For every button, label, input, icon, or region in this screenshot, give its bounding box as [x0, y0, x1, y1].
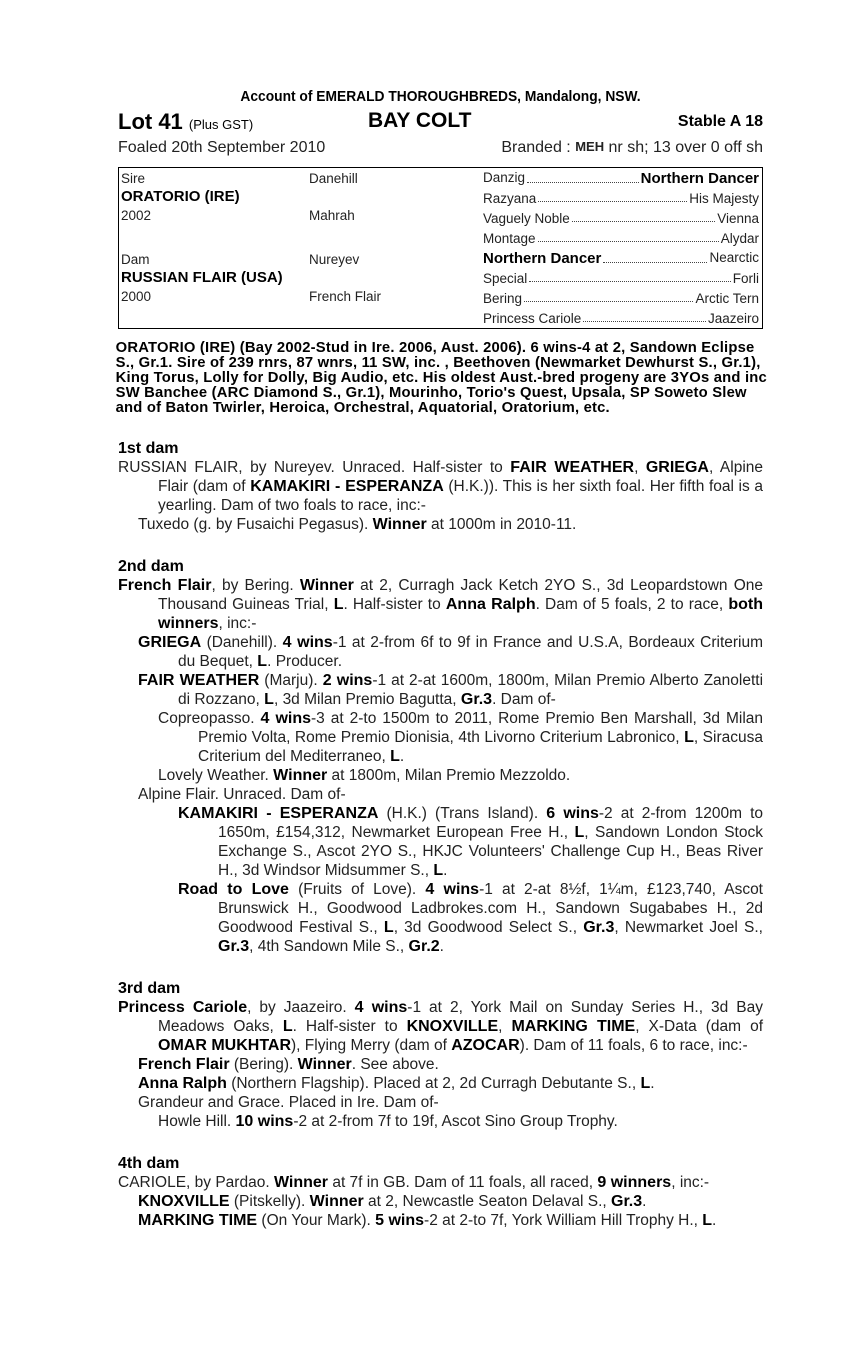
sire-dam: Mahrah — [309, 208, 355, 223]
colour-sex: BAY COLT — [368, 109, 472, 132]
progeny-entry: Alpine Flair. Unraced. Dam of- — [138, 786, 346, 803]
foaled-date: Foaled 20th September 2010 — [118, 139, 326, 156]
stable: Stable A 18 — [677, 113, 763, 130]
plus-gst: (Plus GST) — [188, 117, 254, 132]
dam4-heading: 4th dam — [118, 1155, 180, 1172]
foaled-line — [118, 137, 763, 163]
dam-sire: Nureyev — [309, 252, 360, 267]
grandparent-row: Princess Cariole Jaazeiro — [483, 311, 759, 326]
catalogue-page — [115, 88, 767, 1230]
dam1-heading: 1st dam — [118, 440, 179, 457]
progeny-entry: Copreopasso. 4 wins-3 at 2-to 1500m to 2011, Rome Premio Ben Marshall, 3d Milan Premio Volta, Rome Premio Dionisia, 4th Livorno Criterium Labronico, L, Siracusa Criterium del Mediterraneo, L. — [158, 710, 764, 765]
dam4-paragraph: CARIOLE, by Pardao. Winner at 7f in GB. Dam of 11 foals, all raced, 9 winners, inc:- — [118, 1174, 710, 1191]
progeny-entry: Road to Love (Fruits of Love). 4 wins-1 at 2-at 8½f, 1¼m, £123,740, Ascot Brunswick H., Goodwood Ladbrokes.com H., Sandown Sugababes H., 2d Goodwood Festival S., L, 3d Goodwood Select S., Gr.3, Newmarket Joel S., Gr.3, 4th Sandown Mile S., Gr.2. — [178, 881, 763, 955]
progeny-entry: Howle Hill. 10 wins-2 at 2-from 7f to 19f, Ascot Sino Group Trophy. — [158, 1113, 618, 1130]
brand-mark-icon: MEH — [575, 139, 605, 154]
dam1-progeny: Tuxedo (g. by Fusaichi Pegasus). Winner at 1000m in 2010-11. — [138, 516, 577, 533]
progeny-entry: KAMAKIRI - ESPERANZA (H.K.) (Trans Island). 6 wins-2 at 2-from 1200m to 1650m, £154,312, Newmarket European Free H., L, Sandown London Stock Exchange S., Ascot 2YO S., HKJC Volunteers' Challenge Cup H., Beas River H., 3d Windsor Midsummer S., L. — [178, 805, 763, 879]
sire-summary: ORATORIO (IRE) (Bay 2002-Stud in Ire. 2006, Aust. 2006). 6 wins-4 at 2, Sandown Eclipse S., Gr.1. Sire of 239 rnrs, 87 wnrs, 11 SW, inc. , Beethoven (Newmarket Dewhurst S., Gr.1), King Torus, Lolly for Dolly, Big Audio, etc. His oldest Aust.-bred progeny are 3YOs and inc SW Banchee (ARC Diamond S., Gr.1), Mourinho, Torio's Quest, Upsala, SP Soweto Slew and of Baton Twirler, Heroica, Orchestral, Aquatorial, Oratorium, etc. — [115, 340, 767, 416]
grandparent-row: Bering Arctic Tern — [483, 291, 759, 306]
grandparent-row: Razyana His Majesty — [483, 191, 759, 206]
progeny-entry: GRIEGA (Danehill). 4 wins-1 at 2-from 6f to 9f in France and U.S.A, Bordeaux Criterium du Bequet, L. Producer. — [138, 634, 764, 670]
vendor-account: Account of EMERALD THOROUGHBREDS, Mandalong, NSW. — [240, 88, 641, 105]
dam-dam: French Flair — [309, 289, 382, 304]
dam3-paragraph: Princess Cariole, by Jaazeiro. 4 wins-1 at 2, York Mail on Sunday Series H., 3d Bay Meadows Oaks, L. Half-sister to KNOXVILLE, MARKING TIME, X-Data (dam of OMAR MUKHTAR), Flying Merry (dam of AZOCAR). Dam of 11 foals, 6 to race, inc:- — [118, 999, 763, 1054]
branded: Branded : $^{MEH}$ nr sh; 13 over 0 off sh — [501, 139, 763, 156]
grandparent-row: Special Forli — [483, 271, 759, 286]
progeny-entry: Anna Ralph (Northern Flagship). Placed at 2, 2d Curragh Debutante S., L. — [138, 1075, 655, 1092]
lot-number: Lot 41 (Plus GST) — [118, 109, 254, 134]
sire-year: 2002 — [121, 208, 152, 223]
progeny-entry: FAIR WEATHER (Marju). 2 wins-1 at 2-at 1600m, 1800m, Milan Premio Alberto Zanoletti di Rozzano, L, 3d Milan Premio Bagutta, Gr.3. Dam of- — [138, 672, 764, 708]
progeny-entry: French Flair (Bering). Winner. See above. — [138, 1056, 439, 1073]
lot-line — [118, 109, 763, 137]
pedigree-table — [118, 167, 763, 329]
dam1-paragraph: RUSSIAN FLAIR, by Nureyev. Unraced. Half-sister to FAIR WEATHER, GRIEGA, Alpine Flair (dam of KAMAKIRI - ESPERANZA (H.K.)). This is her sixth foal. Her fifth foal is a yearling. Dam of two foals to race, inc:- — [118, 459, 763, 514]
progeny-entry: KNOXVILLE (Pitskelly). Winner at 2, Newcastle Seaton Delaval S., Gr.3. — [138, 1193, 647, 1210]
progeny-entry: MARKING TIME (On Your Mark). 5 wins-2 at 2-to 7f, York William Hill Trophy H., L. — [138, 1212, 717, 1229]
sire-sire: Danehill — [309, 171, 358, 186]
grandparent-row: Northern Dancer Nearctic — [483, 250, 759, 267]
sire-name: ORATORIO (IRE) — [121, 188, 240, 205]
progeny-entry: Grandeur and Grace. Placed in Ire. Dam of- — [138, 1094, 439, 1111]
dam2-paragraph: French Flair, by Bering. Winner at 2, Curragh Jack Ketch 2YO S., 3d Leopardstown One Thousand Guineas Trial, L. Half-sister to Anna Ralph. Dam of 5 foals, 2 to race, both winners, inc:- — [118, 577, 764, 632]
grandparent-row: Vaguely Noble Vienna — [483, 211, 759, 226]
progeny-entry: Lovely Weather. Winner at 1800m, Milan Premio Mezzoldo. — [158, 767, 571, 784]
dam-name: RUSSIAN FLAIR (USA) — [121, 269, 283, 286]
dam-label: Dam — [121, 252, 150, 267]
sire-label: Sire — [121, 171, 146, 186]
dam3-heading: 3rd dam — [118, 980, 181, 997]
dam-year: 2000 — [121, 289, 152, 304]
dam2-heading: 2nd dam — [118, 558, 184, 575]
grandparent-row: Danzig Northern Dancer — [483, 170, 759, 187]
grandparent-row: Montage Alydar — [483, 231, 759, 246]
